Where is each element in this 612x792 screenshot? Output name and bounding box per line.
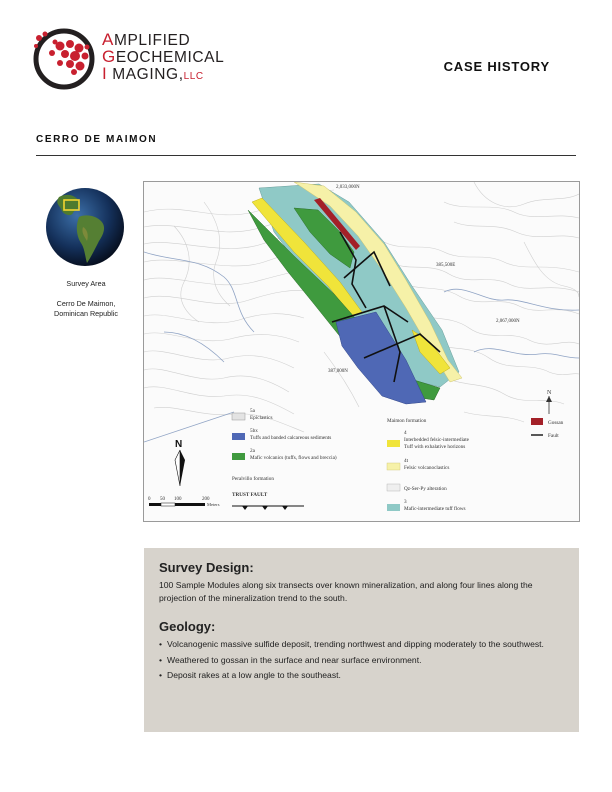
title-divider bbox=[36, 155, 576, 156]
legend-swatch-gossan bbox=[531, 418, 543, 425]
list-item: • Deposit rakes at a low angle to the southeast. bbox=[159, 670, 341, 680]
legend-swatch-tuffs bbox=[232, 433, 245, 440]
document-type-label: CASE HISTORY bbox=[443, 59, 550, 74]
survey-info-panel bbox=[144, 548, 579, 732]
page-title: CERRO DE MAIMON bbox=[36, 134, 158, 145]
list-item: • Weathered to gossan in the surface and near surface environment. bbox=[159, 654, 422, 665]
legend-swatch-epiclastics bbox=[232, 413, 245, 420]
list-item: • Volcanogenic massive sulfide deposit, trending northwest and dipping moderately to the southwest. bbox=[159, 639, 544, 649]
map-coord-label: 2,067,000N bbox=[496, 319, 520, 324]
legend-code: 5bx bbox=[250, 428, 258, 434]
legend-code: 2a bbox=[250, 448, 255, 454]
location-line-1: Cerro De Maimon, bbox=[56, 299, 116, 308]
globe-icon bbox=[45, 187, 125, 267]
map-coord-label: 385,500E bbox=[436, 263, 456, 268]
legend-right bbox=[387, 417, 564, 512]
svg-text:Tuff with exhalative horizons: Tuff with exhalative horizons bbox=[404, 444, 466, 450]
svg-text:Meters: Meters bbox=[207, 502, 220, 507]
legend-swatch-mafic bbox=[232, 453, 245, 460]
svg-text:3: 3 bbox=[404, 499, 407, 505]
maimon-label: Maimon formation bbox=[387, 418, 427, 424]
svg-text:N: N bbox=[547, 390, 552, 396]
peralvillo-label: Peralvillo formation bbox=[232, 476, 274, 482]
gossan-label: Gossan bbox=[548, 420, 564, 426]
survey-design-heading: Survey Design: bbox=[159, 560, 254, 575]
logo-mark-icon bbox=[30, 26, 104, 90]
location-line-2: Dominican Republic bbox=[54, 308, 118, 318]
svg-text:Qz-Ser-Py alteration: Qz-Ser-Py alteration bbox=[404, 486, 447, 492]
svg-text:100: 100 bbox=[174, 497, 182, 502]
legend-label: Epiclastics bbox=[250, 415, 273, 421]
svg-text:0: 0 bbox=[148, 497, 151, 502]
svg-text:50: 50 bbox=[160, 497, 165, 502]
survey-area-label: Survey Area bbox=[66, 279, 106, 288]
survey-design-text: 100 Sample Modules along six transects over known mineralization, and along four lines along the projection of the mineralization trend to the south. bbox=[159, 580, 533, 603]
legend-swatch-felsic-intermediate bbox=[387, 440, 400, 447]
north-arrow-icon bbox=[175, 439, 185, 486]
legend-code: 5a bbox=[250, 408, 255, 414]
globe-locator-image bbox=[45, 187, 125, 267]
legend-left bbox=[232, 408, 337, 510]
geology-heading: Geology: bbox=[159, 619, 216, 634]
north-arrow-small-icon bbox=[546, 390, 552, 414]
svg-text:4t: 4t bbox=[404, 458, 409, 464]
geology-list bbox=[159, 638, 559, 685]
svg-text:Mafic-intermediate tuff flows: Mafic-intermediate tuff flows bbox=[404, 506, 466, 512]
map-coord-label: 2,033,000N bbox=[336, 185, 360, 190]
legend-label: Mafic volcanics (tuffs, flows and breccia) bbox=[250, 455, 337, 461]
legend-swatch-mafic-tuff bbox=[387, 504, 400, 511]
svg-text:200: 200 bbox=[202, 497, 210, 502]
map-coord-label: 387,000N bbox=[328, 369, 348, 374]
legend-label: Tuffs and banded calcareous sediments bbox=[250, 435, 332, 441]
scale-bar bbox=[148, 497, 220, 507]
svg-text:N: N bbox=[175, 439, 183, 450]
legend-swatch-felsic-volcaniclastics bbox=[387, 463, 400, 470]
svg-text:Felsic volcanoclastics: Felsic volcanoclastics bbox=[404, 465, 450, 471]
geological-map-drawing bbox=[144, 182, 579, 521]
legend-swatch-alteration bbox=[387, 484, 400, 491]
geological-map bbox=[143, 181, 580, 522]
company-name: AMPLIFIED GEOCHEMICAL I MAGING,LLC bbox=[102, 30, 225, 83]
svg-text:4: 4 bbox=[404, 430, 407, 436]
trust-fault-label: TRUST FAULT bbox=[232, 492, 268, 498]
fault-label: Fault bbox=[548, 433, 559, 439]
svg-text:Interbedded felsic-intermediat: Interbedded felsic-intermediate bbox=[404, 437, 469, 443]
